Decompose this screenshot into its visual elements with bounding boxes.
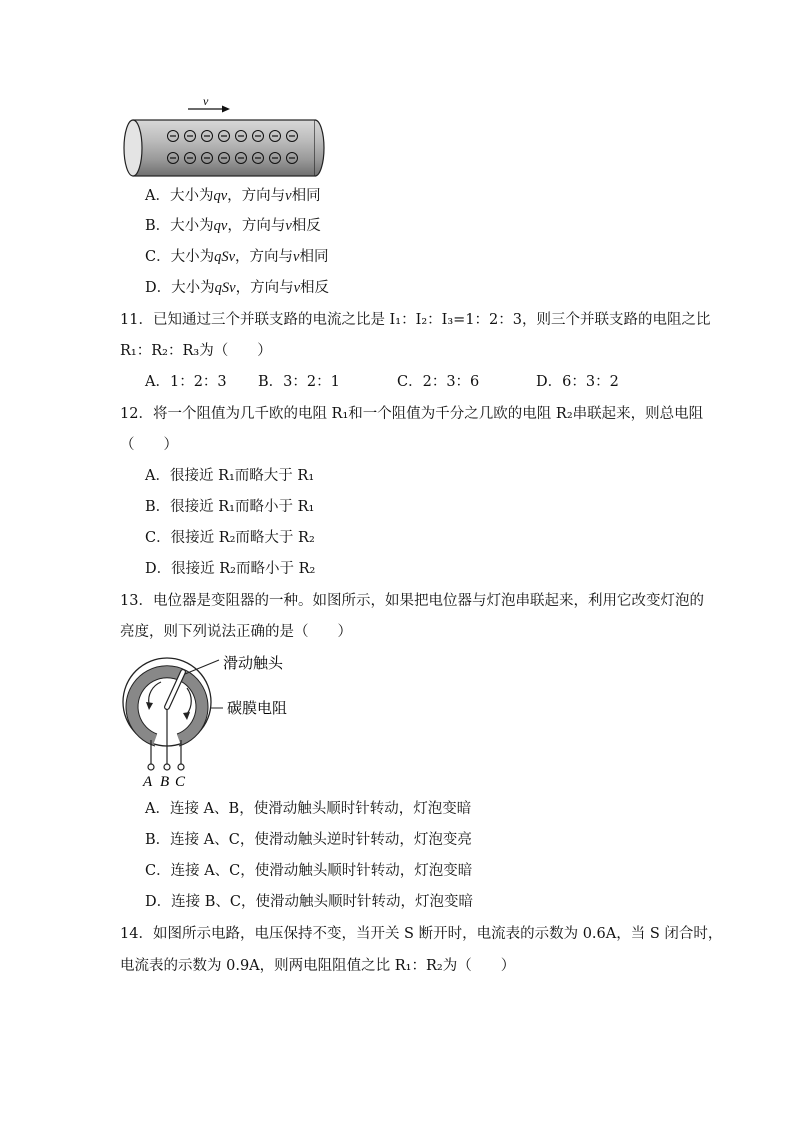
q11-stem-line2: R₁：R₂：R₃为（ ） bbox=[120, 343, 272, 359]
q14-stem-line1: 14．如图所示电路，电压保持不变，当开关 S 断开时，电流表的示数为 0.6A，当 S 闭合时， bbox=[120, 926, 723, 942]
q11-option-d: D．6：3：2 bbox=[536, 374, 619, 390]
q12-option-c: C．很接近 R₂而略大于 R₂ bbox=[145, 530, 315, 546]
q13-stem-line2: 亮度，则下列说法正确的是（ ） bbox=[120, 624, 352, 640]
terminal-c-label: C bbox=[175, 774, 186, 790]
q11-option-c: C．2：3：6 bbox=[397, 374, 480, 390]
q10-option-c: C．大小为qSv，方向与v相同 bbox=[145, 249, 329, 265]
q11-option-a: A．1：2：3 bbox=[145, 374, 227, 390]
terminal-a-label: A bbox=[143, 774, 153, 790]
q13-option-c: C．连接 A、C，使滑动触头顺时针转动，灯泡变暗 bbox=[145, 863, 473, 879]
cylinder-body bbox=[133, 120, 315, 176]
q11-stem-line1: 11．已知通过三个并联支路的电流之比是 I₁：I₂：I₃=1：2：3，则三个并联支路的电阻之比 bbox=[120, 312, 711, 328]
q10-option-d: D．大小为qSv，方向与v相反 bbox=[145, 280, 330, 296]
q13-option-d: D．连接 B、C，使滑动触头顺时针转动，灯泡变暗 bbox=[145, 894, 473, 910]
q11-option-b: B．3：2：1 bbox=[258, 374, 340, 390]
slider-contact-label: 滑动触头 bbox=[223, 654, 284, 672]
q13-option-a: A．连接 A、B，使滑动触头顺时针转动，灯泡变暗 bbox=[145, 801, 472, 817]
q14-stem-line2: 电流表的示数为 0.9A，则两电阻阻值之比 R₁：R₂为（ ） bbox=[120, 958, 516, 974]
carbon-film-label: 碳膜电阻 bbox=[227, 699, 288, 717]
q13-potentiometer-figure bbox=[115, 652, 305, 792]
cylinder-left-end bbox=[124, 120, 142, 176]
q12-option-d: D．很接近 R₂而略小于 R₂ bbox=[145, 561, 316, 577]
terminal-b-label: B bbox=[160, 774, 170, 790]
q10-cylinder-figure bbox=[118, 95, 328, 180]
q12-option-b: B．很接近 R₁而略小于 R₁ bbox=[145, 499, 315, 515]
q10-option-a: A．大小为qv，方向与v相同 bbox=[145, 188, 321, 204]
q12-stem-line2: （ ） bbox=[120, 437, 178, 453]
q12-option-a: A．很接近 R₁而略大于 R₁ bbox=[145, 468, 315, 484]
q13-option-b: B．连接 A、C，使滑动触头逆时针转动，灯泡变亮 bbox=[145, 832, 472, 848]
q13-stem-line1: 13．电位器是变阻器的一种。如图所示，如果把电位器与灯泡串联起来，利用它改变灯泡的 bbox=[120, 593, 704, 609]
q12-stem-line1: 12．将一个阻值为几千欧的电阻 R₁和一个阻值为千分之几欧的电阻 R₂串联起来，则总电阻 bbox=[120, 406, 704, 422]
q10-option-b: B．大小为qv，方向与v相反 bbox=[145, 218, 321, 234]
velocity-label: v bbox=[203, 94, 209, 108]
velocity-arrow bbox=[188, 106, 230, 113]
